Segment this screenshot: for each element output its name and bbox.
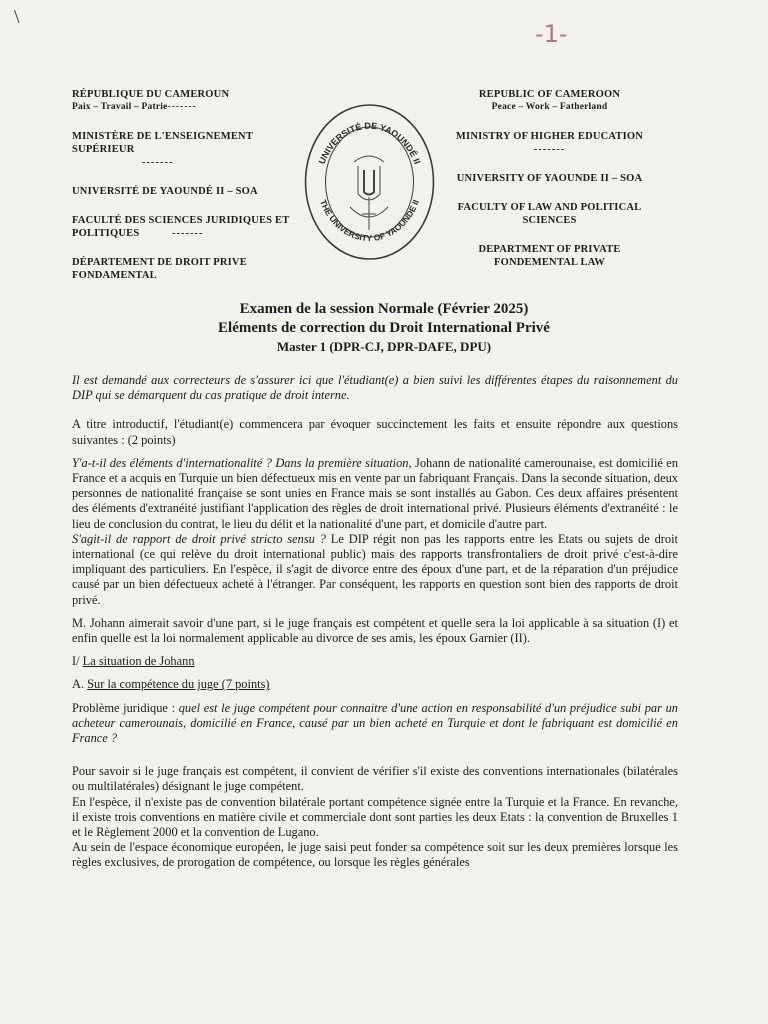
- paragraph: S'agit-il de rapport de droit privé stricto sensu ? Le DIP régit non pas les rapports entre les Etats ou sujets de droit international (ce qui relève du droit international public) mais des rapports transfrontaliers de droit privé c'est-à-dire impliquant des particuliers. En l'espèce, il s'agit de divorce entre des époux d'une part, et de la réparation d'un préjudice causé par un bien défectueux acheté à l'étranger. Par conséquent, les rapports en question sont bien des rapports de droit privé.: [72, 531, 678, 607]
- letterhead-french: [72, 88, 297, 298]
- exam-subtitle: Eléments de correction du Droit International Privé: [218, 320, 550, 336]
- paragraph: A titre introductif, l'étudiant(e) commencera par évoquer succinctement les faits et ensuite répondre aux questions suivantes : (2 points): [72, 417, 678, 447]
- exam-titles: [0, 300, 768, 356]
- paragraph: Au sein de l'espace économique européen, le juge saisi peut fonder sa compétence soit sur les deux premières lorsque les règles exclusives, de prorogation de compétence, ou lorsque les règles générales: [72, 840, 678, 870]
- letterhead-entry: MINISTRY OF HIGHER EDUCATION -------: [455, 131, 644, 155]
- paragraph: Y'a-t-il des éléments d'internationalité ? Dans la première situation, Johann de nationalité camerounaise, est domicilié en France et a acquis en Turquie un bien défectueux mis en vente par un fabriquant Français. Dans la seconde situation, deux personnes de nationalité française se sont unies en France mais se sont installés au Gabon. Ces deux affaires présentent des éléments d'extranéité justifiant l'application des règles de droit international privé. Plusieurs éléments d'extranéité : le lieu de conclusion du contrat, le lieu du délit et la nationalité d'une part, et domicile d'autre part.: [72, 455, 678, 531]
- subsection-heading: A. Sur la compétence du juge (7 points): [72, 677, 270, 692]
- letterhead-entry: DEPARTMENT OF PRIVATE FONDEMENTAL LAW: [478, 244, 621, 268]
- letterhead: [72, 88, 660, 288]
- section-heading: I/ La situation de Johann: [72, 654, 195, 669]
- letterhead-entry: FACULTY OF LAW AND POLITICAL SCIENCES: [457, 202, 642, 226]
- svg-text:UNIVERSITÉ DE YAOUNDÉ II: [317, 121, 423, 166]
- instructions-paragraph: Il est demandé aux correcteurs de s'assurer ici que l'étudiant(e) a bien suivi les différentes étapes du raisonnement du DIP qui se démarquent du cas pratique de droit interne.: [72, 373, 678, 403]
- seal-emblem-icon: [350, 156, 388, 230]
- page-number-mark: -1-: [535, 20, 568, 48]
- document-body: [72, 373, 678, 879]
- letterhead-entry: RÉPUBLIQUE DU CAMEROUN Paix – Travail – Patrie-------: [72, 89, 230, 112]
- seal-top-text: UNIVERSITÉ DE YAOUNDÉ II: [316, 120, 423, 166]
- letterhead-entry: FACULTÉ DES SCIENCES JURIDIQUES ET POLITIQUES -------: [72, 215, 290, 239]
- paragraph: En l'espèce, il n'existe pas de convention bilatérale portant compétence signée entre la Turquie et la France. En revanche, il existe trois conventions en matière civile et commerciale dont sont parties les deux Etats : la convention de Bruxelles 1 et le Règlement 2000 et la convention de Lugano.: [72, 794, 678, 840]
- letterhead-entry: UNIVERSITY OF YAOUNDE II – SOA: [456, 173, 643, 184]
- seal-bottom-text: THE UNIVERSITY OF YAOUNDE II: [317, 198, 421, 244]
- letterhead-english: [437, 88, 662, 285]
- exam-title: Examen de la session Normale (Février 2025): [239, 301, 529, 317]
- corner-mark: \: [14, 6, 20, 28]
- exam-level: Master 1 (DPR-CJ, DPR-DAFE, DPU): [276, 339, 492, 354]
- university-seal: [302, 102, 437, 262]
- letterhead-entry: REPUBLIC OF CAMEROON Peace – Work – Fatherland: [478, 89, 621, 112]
- letterhead-entry: MINISTÈRE DE L'ENSEIGNEMENT SUPÉRIEUR -------: [72, 131, 253, 168]
- paragraph: Pour savoir si le juge français est compétent, il convient de vérifier s'il existe des conventions internationales (bilatérales ou multilatérales) désignant le juge compétent.: [72, 764, 678, 794]
- paragraph: Problème juridique : quel est le juge compétent pour connaitre d'une action en responsabilité d'un préjudice subi par un acheteur camerounais, domicilié en France, causé par un bien acheté en Turquie et dont le fabriquant est domicilié en France ?: [72, 700, 678, 746]
- paragraph: M. Johann aimerait savoir d'une part, si le juge français est compétent et quelle sera la loi applicable à sa situation (I) et enfin quelle est la loi normalement applicable au divorce de ses amis, les époux Garnier (II).: [72, 615, 678, 646]
- letterhead-entry: DÉPARTEMENT DE DROIT PRIVE FONDAMENTAL: [72, 257, 247, 281]
- letterhead-entry: UNIVERSITÉ DE YAOUNDÉ II – SOA: [72, 186, 258, 197]
